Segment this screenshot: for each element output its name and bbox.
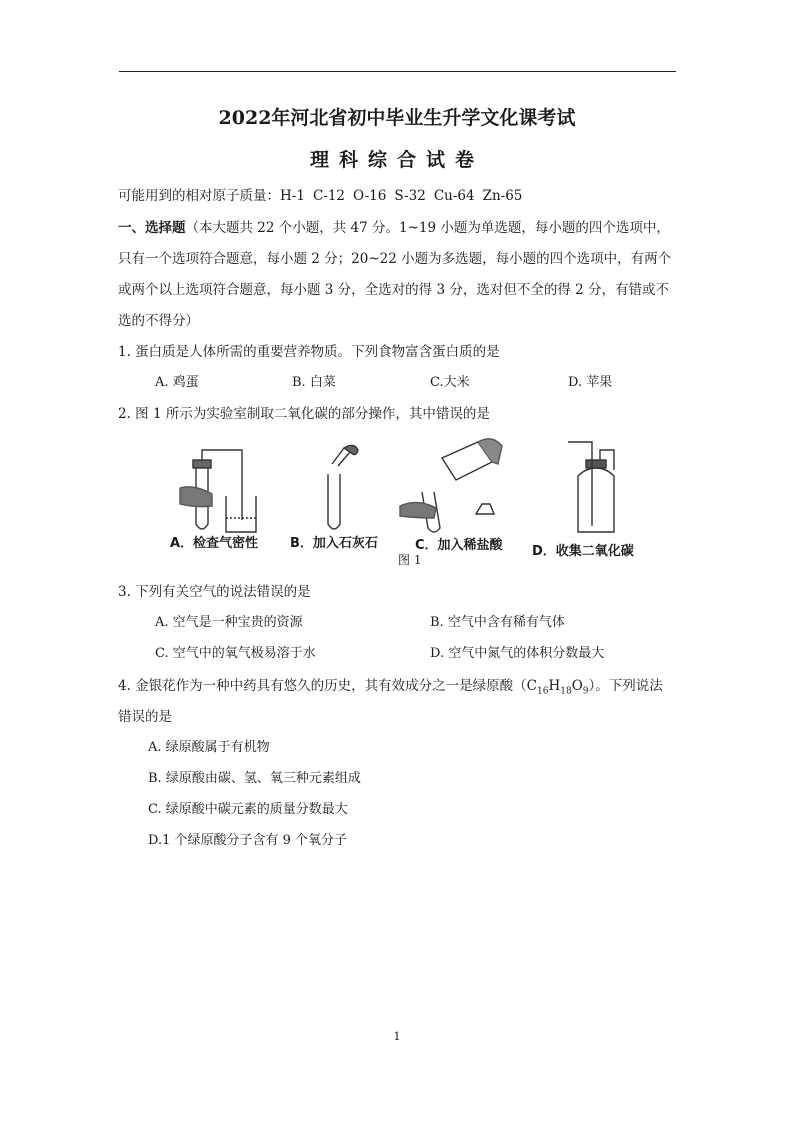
- figure-label: 图 1: [398, 553, 422, 567]
- q3-option-d: D. 空气中氮气的体积分数最大: [430, 646, 605, 661]
- section-instructions-line: [118, 218, 670, 238]
- question-3-stem: 3. 下列有关空气的说法错误的是: [118, 584, 311, 600]
- stopper-c: [476, 504, 494, 514]
- exam-title: 2022年河北省初中毕业生升学文化课考试: [218, 107, 576, 129]
- q1-option-d: D. 苹果: [568, 375, 613, 390]
- atomic-mass-item: H-1: [280, 188, 305, 204]
- q4-hydrogen: H: [548, 678, 561, 694]
- atomic-mass-line: [118, 186, 530, 206]
- q4-stem-suffix: ）。下列说法: [588, 678, 663, 694]
- atomic-mass-item: Zn-65: [482, 188, 523, 204]
- question-4-stem: [118, 676, 663, 702]
- question-2-stem: 2. 图 1 所示为实验室制取二氧化碳的部分操作，其中错误的是: [118, 406, 490, 422]
- q4-sub-carbon: 16: [537, 686, 549, 697]
- atomic-mass-item: C-12: [312, 188, 346, 204]
- q3-option-a: A. 空气是一种宝贵的资源: [155, 615, 303, 630]
- q4-option-a: A. 绿原酸属于有机物: [148, 740, 270, 755]
- hand-c: [400, 502, 436, 518]
- atomic-mass-item: O-16: [353, 188, 387, 204]
- q1-option-b: B. 白菜: [292, 375, 336, 390]
- stopper-d: [586, 460, 606, 468]
- test-tube-b: [328, 474, 340, 529]
- q1-option-a: A. 鸡蛋: [155, 375, 199, 390]
- atomic-mass-item: Cu-64: [433, 188, 475, 204]
- hand-a: [180, 487, 212, 507]
- q4-sub-oxygen: 9: [582, 686, 589, 697]
- q4-stem-prefix: 4. 金银花作为一种中药具有悠久的历史，其有效成分之一是绿原酸（C: [118, 678, 538, 694]
- q3-option-c: C. 空气中的氧气极易溶于水: [155, 646, 316, 661]
- stopper-a: [193, 460, 211, 468]
- gas-bottle-d: [578, 468, 614, 532]
- q1-option-c: C.大米: [430, 375, 470, 390]
- atomic-mass-item: S-32: [394, 188, 426, 204]
- question-4-stem-line2: 错误的是: [118, 709, 172, 725]
- figure-caption-b: B．加入石灰石: [290, 536, 378, 551]
- top-rule: [119, 71, 676, 72]
- q4-sub-hydrogen: 18: [560, 686, 572, 697]
- q4-option-b: B. 绿原酸由碳、氢、氧三种元素组成: [148, 771, 361, 786]
- question-1-stem: 1. 蛋白质是人体所需的重要营养物质。下列食物富含蛋白质的是: [118, 344, 500, 360]
- section-text: 选的不得分）: [118, 313, 199, 329]
- q4-oxygen: O: [571, 678, 583, 694]
- exam-subtitle: 理科综合试卷: [309, 149, 484, 171]
- figure-caption-d: D．收集二氧化碳: [532, 544, 634, 559]
- beaker-a: [226, 496, 256, 532]
- section-text: 只有一个选项符合题意，每小题 2 分；20~22 小题为多选题，每小题的四个选项中，有两个: [118, 251, 672, 267]
- section-text: （本大题共 22 个小题，共 47 分。1~19 小题为单选题，每小题的四个选项中，: [185, 220, 670, 236]
- q3-option-b: B. 空气中含有稀有气体: [430, 615, 565, 630]
- hand-b: [344, 445, 358, 454]
- page-number: 1: [393, 1030, 401, 1043]
- q4-option-d: D.1 个绿原酸分子含有 9 个氧分子: [148, 833, 348, 848]
- section-heading: 一、选择题: [118, 220, 186, 236]
- q4-option-c: C. 绿原酸中碳元素的质量分数最大: [148, 802, 348, 817]
- atomic-mass-label: 可能用到的相对原子质量：: [118, 188, 280, 204]
- delivery-tube-d: [568, 442, 592, 526]
- figure-caption-c: C．加入稀盐酸: [415, 538, 503, 553]
- figure-1: [160, 436, 660, 576]
- section-text: 或两个以上选项符合题意，每小题 3 分，全选对的得 3 分，选对但不全的得 2 分，有错或不: [118, 282, 670, 298]
- figure-caption-a: A．检查气密性: [170, 536, 259, 551]
